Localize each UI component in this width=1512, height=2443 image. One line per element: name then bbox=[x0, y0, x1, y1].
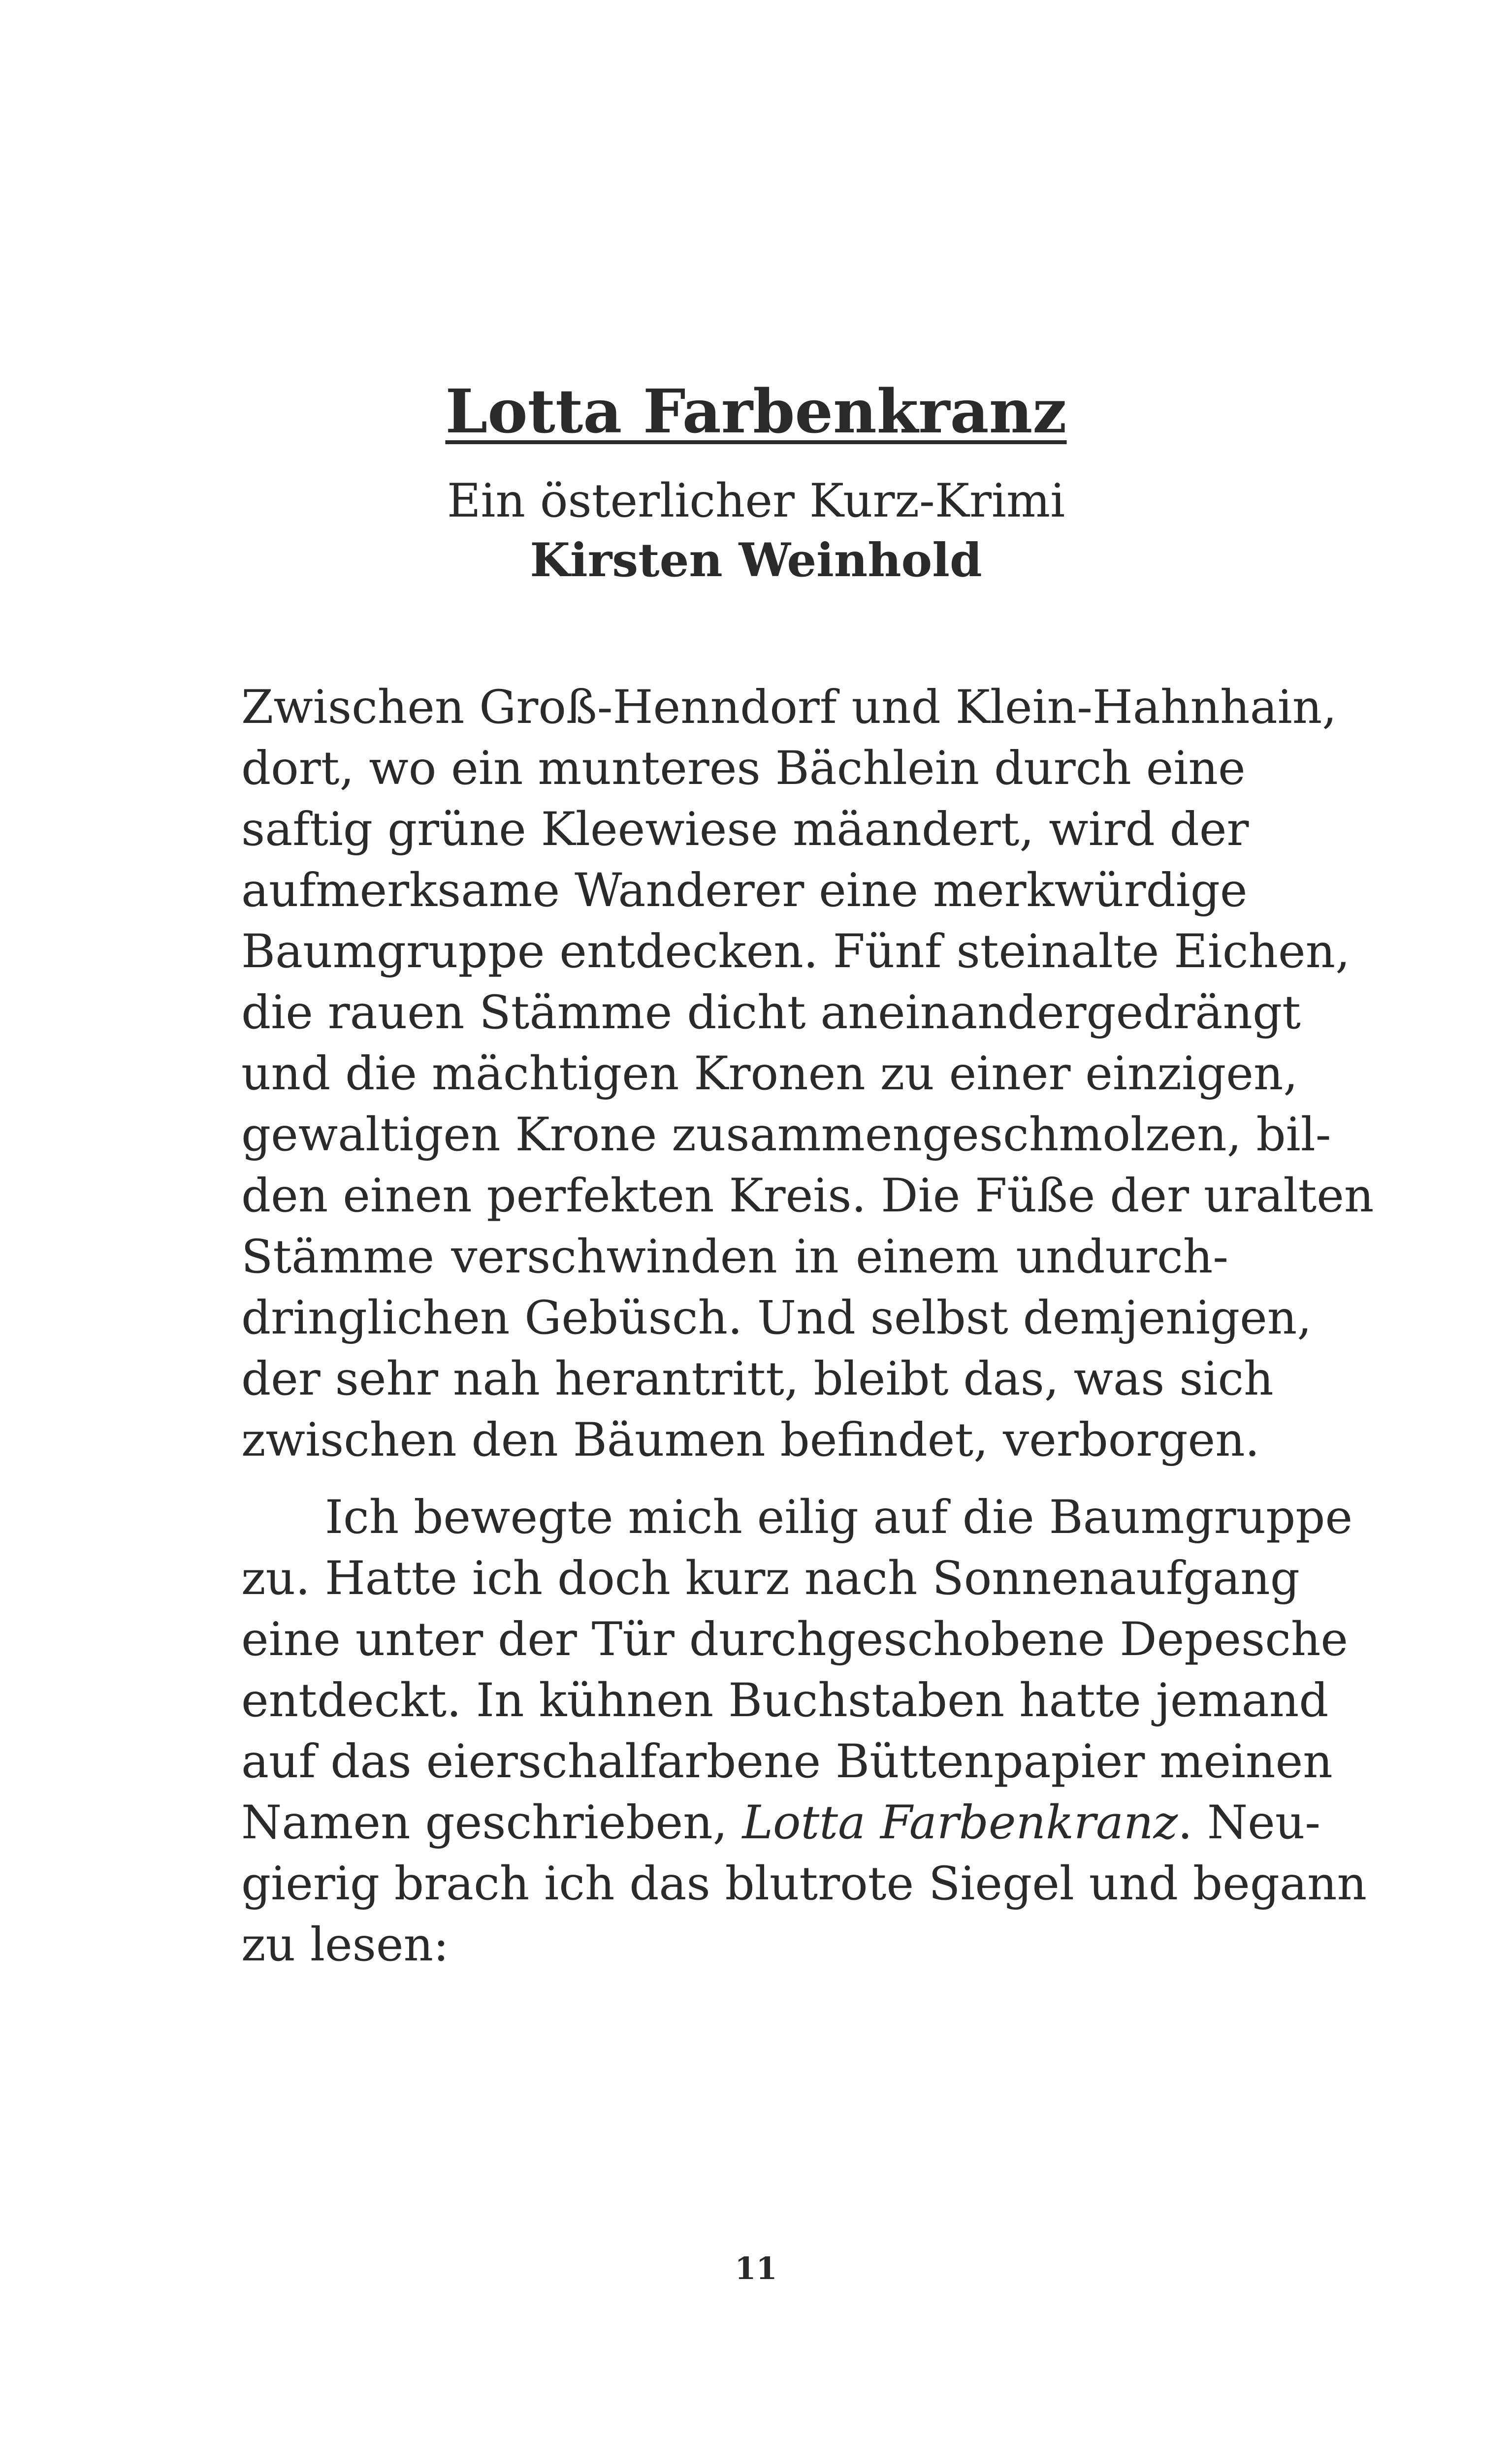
text-line: dort, wo ein munteres Bächlein durch eine bbox=[241, 742, 1246, 795]
italic-name: Lotta Farbenkranz bbox=[742, 1796, 1178, 1850]
text-segment: . Neu- bbox=[1178, 1796, 1321, 1850]
text-line bbox=[241, 1792, 1321, 1854]
text-line: eine unter der Tür durchgeschobene Depesche bbox=[241, 1613, 1349, 1666]
text-line: aufmerksame Wanderer eine merkwürdige bbox=[241, 864, 1248, 917]
text-line: entdeckt. In kühnen Buchstaben hatte jemand bbox=[241, 1674, 1329, 1727]
text-line: saftig grüne Kleewiese mäandert, wird der bbox=[241, 803, 1249, 856]
text-line: und die mächtigen Kronen zu einer einzigen, bbox=[241, 1047, 1298, 1101]
text-line: gewaltigen Krone zusammengeschmolzen, bil- bbox=[241, 1108, 1331, 1162]
text-line: Baumgruppe entdecken. Fünf steinalte Eichen, bbox=[241, 925, 1351, 978]
text-line: Zwischen Groß-Henndorf und Klein-Hahnhain, bbox=[241, 681, 1337, 734]
text-line: zu lesen: bbox=[241, 1918, 449, 1972]
text-line: gierig brach ich das blutrote Siegel und begann bbox=[241, 1857, 1367, 1911]
text-line: Stämme verschwinden in einem undurch- bbox=[241, 1230, 1228, 1284]
page-number: 11 bbox=[735, 2250, 777, 2286]
text-line: den einen perfekten Kreis. Die Füße der uralten bbox=[241, 1169, 1374, 1223]
text-segment: Namen geschrieben, bbox=[241, 1796, 728, 1850]
text-line: zwischen den Bäumen befindet, verborgen. bbox=[241, 1413, 1260, 1467]
text-line: der sehr nah herantritt, bleibt das, was sich bbox=[241, 1352, 1274, 1406]
text-line: auf das eierschalfarbene Büttenpapier meinen bbox=[241, 1735, 1333, 1789]
paragraph-1 bbox=[241, 677, 1374, 1471]
chapter-subtitle: Ein österlicher Kurz-Krimi bbox=[447, 474, 1065, 528]
chapter-author: Kirsten Weinhold bbox=[530, 533, 982, 587]
paragraph-2 bbox=[241, 1487, 1367, 1976]
text-line: dringlichen Gebüsch. Und selbst demjenigen, bbox=[241, 1291, 1312, 1345]
text-line: zu. Hatte ich doch kurz nach Sonnenaufgang bbox=[241, 1552, 1300, 1605]
text-line: die rauen Stämme dicht aneinandergedrängt bbox=[241, 986, 1301, 1040]
text-line: Ich bewegte mich eilig auf die Baumgruppe bbox=[325, 1491, 1353, 1544]
chapter-title: Lotta Farbenkranz bbox=[445, 376, 1067, 447]
